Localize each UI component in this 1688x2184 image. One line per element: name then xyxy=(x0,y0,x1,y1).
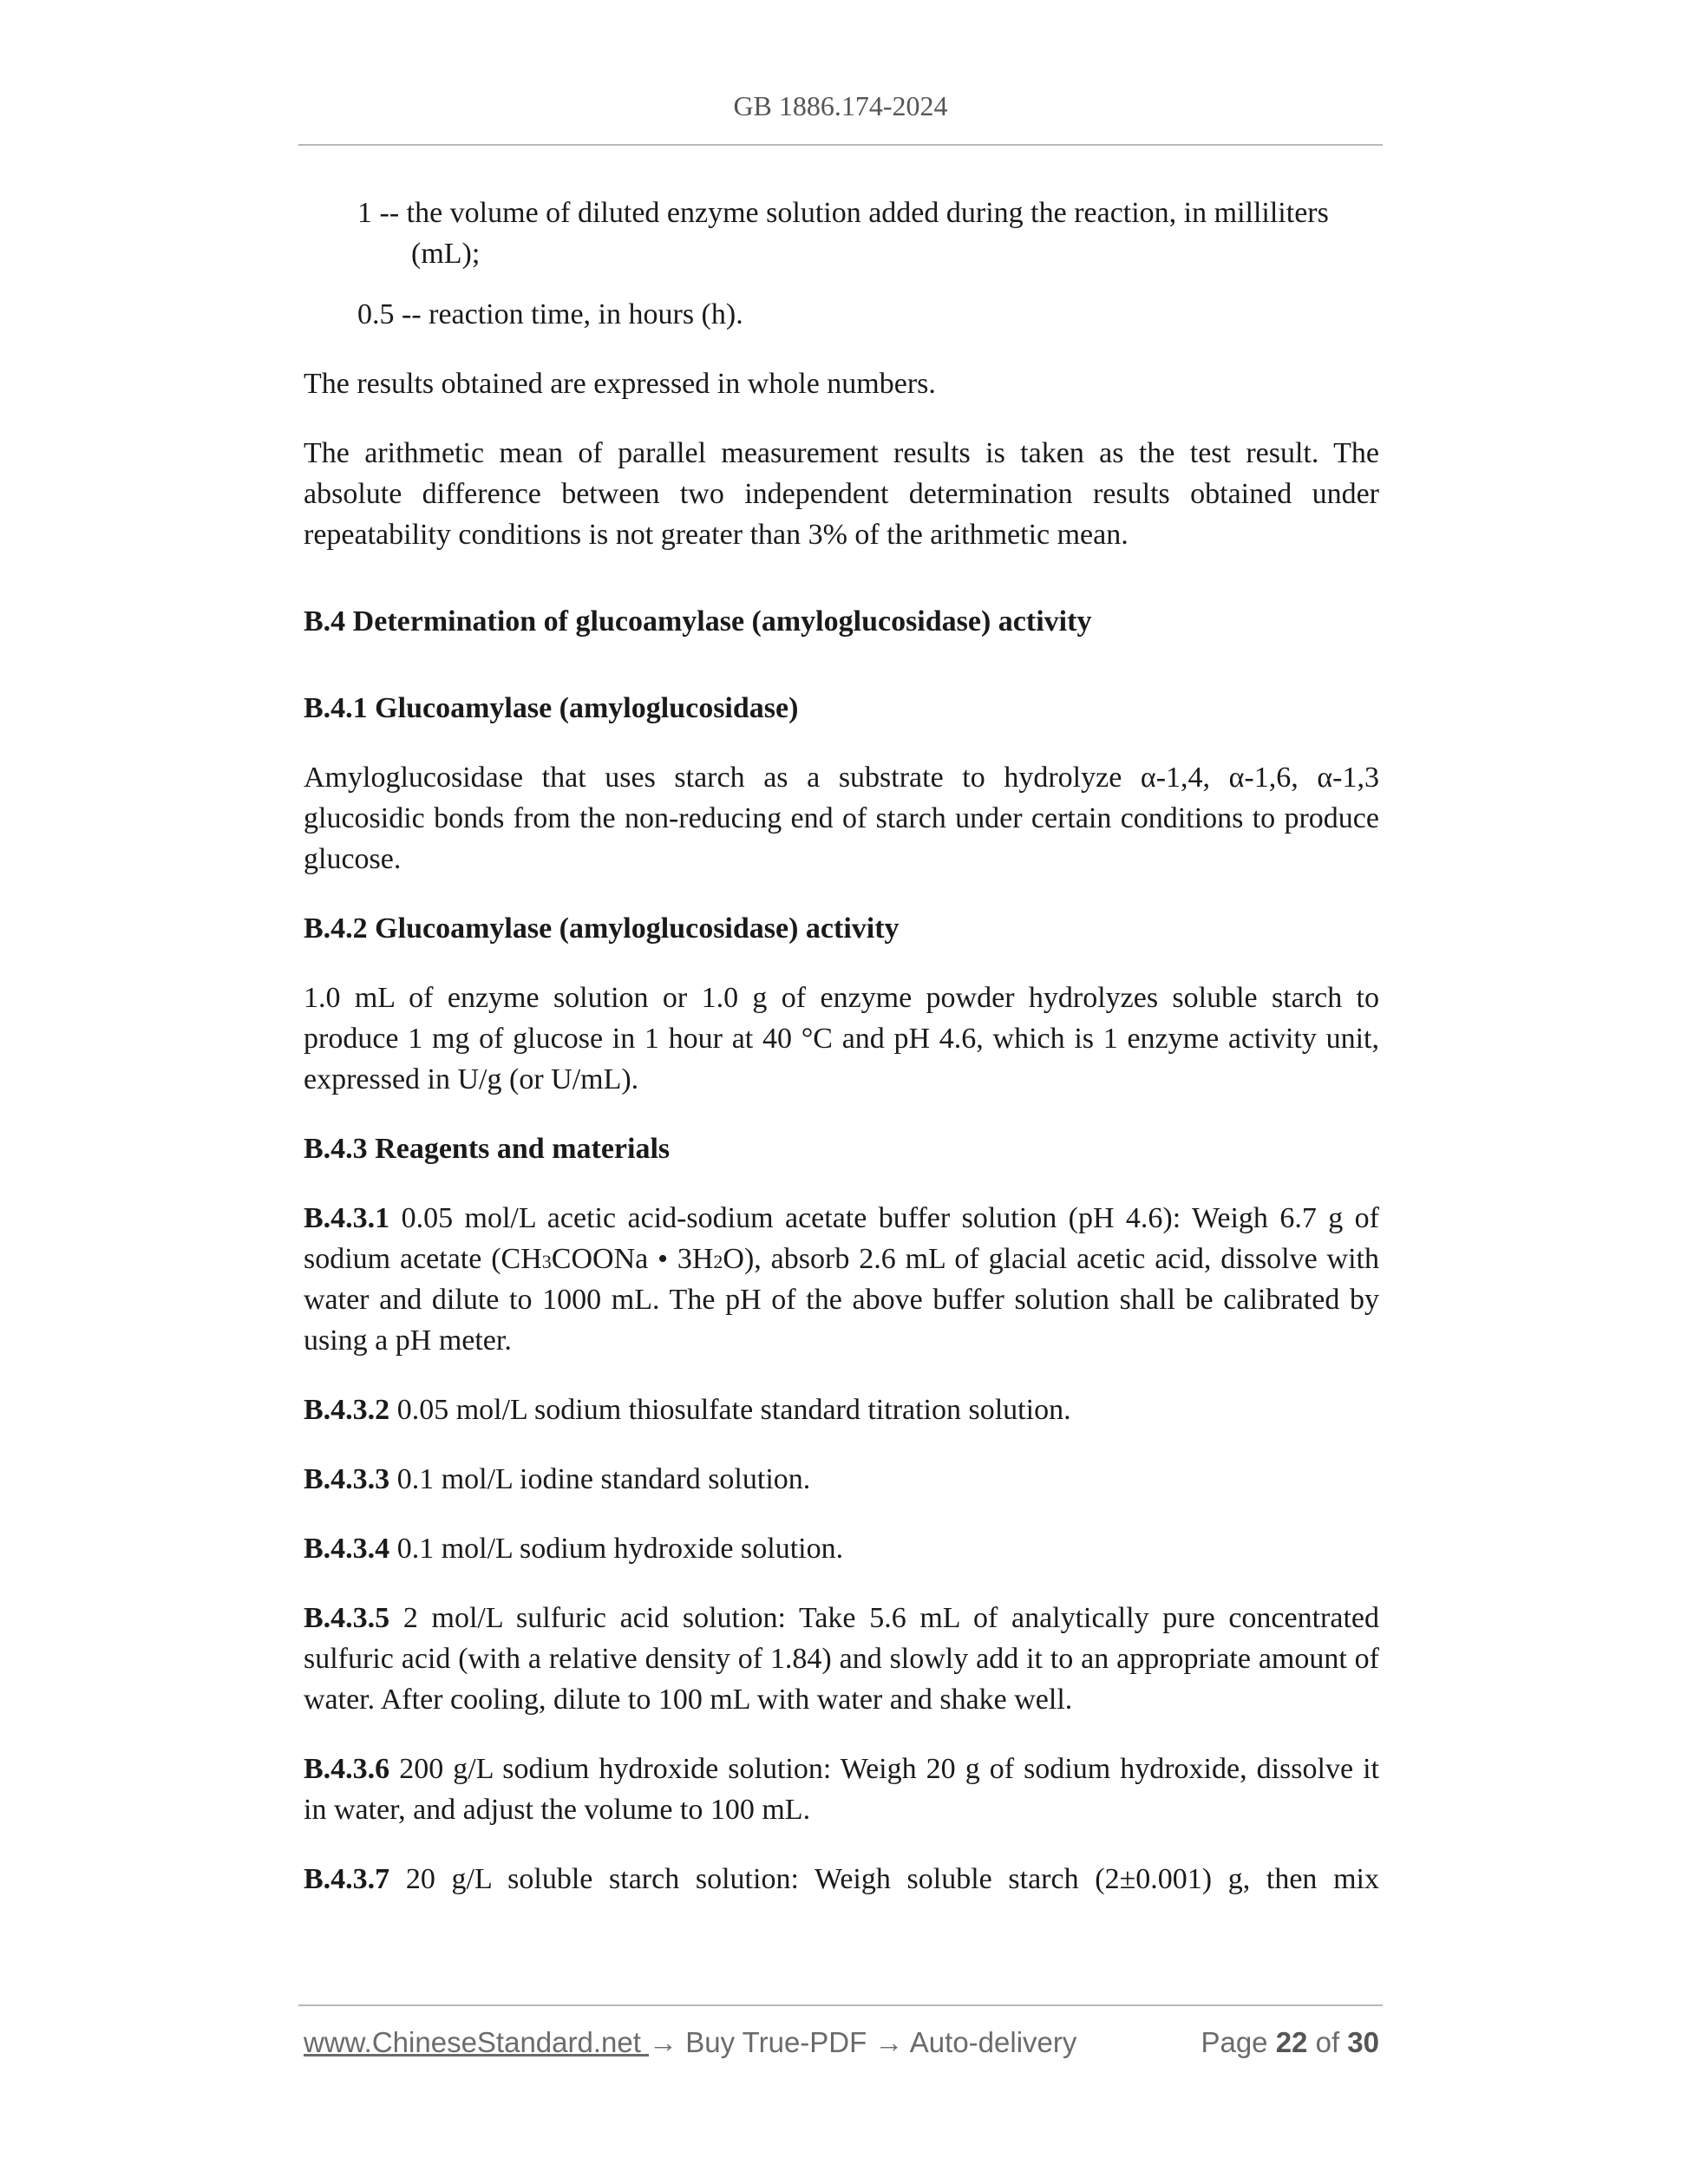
item-text: 20 g/L soluble starch solution: Weigh soluble starch (2±0.001) g, then mix xyxy=(389,1863,1379,1895)
item-text: 0.1 mol/L sodium hydroxide solution. xyxy=(389,1533,844,1565)
reagent-item xyxy=(304,1459,1379,1500)
variable-definition: 0.5 -- reaction time, in hours (h). xyxy=(357,298,743,330)
item-text: 0.05 mol/L sodium thiosulfate standard titration solution. xyxy=(389,1394,1071,1426)
buy-pdf-text: → Buy True-PDF → Auto-delivery xyxy=(649,2026,1077,2058)
page-of: of xyxy=(1307,2026,1348,2058)
page-label: Page xyxy=(1201,2026,1276,2058)
header-divider xyxy=(298,144,1383,146)
item-number: B.4.3.1 xyxy=(304,1202,390,1234)
page-current: 22 xyxy=(1275,2026,1308,2058)
subscript: 3 xyxy=(541,1251,552,1272)
section-heading-b41: B.4.1 Glucoamylase (amyloglucosidase) xyxy=(304,692,799,724)
item-number: B.4.3.3 xyxy=(304,1463,390,1495)
reagent-item xyxy=(304,1598,1379,1720)
website-link[interactable]: www.ChineseStandard.net xyxy=(304,2026,650,2058)
page-footer xyxy=(304,2026,1379,2059)
reagent-item xyxy=(304,1198,1379,1361)
paragraph: Amyloglucosidase that uses starch as a substrate to hydrolyze α-1,4, α-1,6, α-1,3 glucosidic bonds from the non-reducing end of starch under certain conditions to produce glucose. xyxy=(304,762,1379,875)
section-heading-b4: B.4 Determination of glucoamylase (amyloglucosidase) activity xyxy=(304,605,1092,638)
paragraph: 1.0 mL of enzyme solution or 1.0 g of enzyme powder hydrolyzes soluble starch to produce 1 mg of glucose in 1 hour at 40 °C and pH 4.6, which is 1 enzyme activity unit, expressed in U/g (or U/mL). xyxy=(304,982,1379,1095)
item-text: COONa • 3H xyxy=(551,1243,714,1275)
reagent-item xyxy=(304,1528,1379,1569)
reagent-item xyxy=(304,1390,1379,1430)
item-number: B.4.3.7 xyxy=(304,1863,390,1895)
item-number: B.4.3.4 xyxy=(304,1533,390,1565)
document-body xyxy=(304,193,1379,1900)
item-text: 2 mol/L sulfuric acid solution: Take 5.6 mL of analytically pure concentrated sulfuric acid (with a relative density of 1.84) and slowly add it to an appropriate amount of water. After cooling, dilute to 100 mL with water and shake well. xyxy=(304,1602,1379,1716)
page-header-title: GB 1886.174-2024 xyxy=(733,90,948,121)
reagent-item xyxy=(304,1749,1379,1830)
section-heading-b43: B.4.3 Reagents and materials xyxy=(304,1133,671,1165)
item-text: O), absorb 2.6 mL of glacial acetic acid, dissolve with water and dilute to 1000 mL. The pH of the above buffer solution shall be calibrated by using a pH meter. xyxy=(304,1243,1379,1357)
item-number: B.4.3.2 xyxy=(304,1394,390,1426)
footer-divider xyxy=(298,2004,1383,2006)
reagent-item xyxy=(304,1859,1379,1900)
paragraph: The results obtained are expressed in whole numbers. xyxy=(304,368,936,400)
paragraph: The arithmetic mean of parallel measurement results is taken as the test result. The absolute difference between two independent determination results obtained under repeatability conditions is not greater than 3% of the arithmetic mean. xyxy=(304,437,1379,551)
item-number: B.4.3.5 xyxy=(304,1602,390,1634)
item-text: 0.05 mol/L acetic acid-sodium acetate buffer solution (pH 4.6): Weigh 6.7 g of sodium acetate (CH xyxy=(304,1202,1379,1275)
item-text: 0.1 mol/L iodine standard solution. xyxy=(389,1463,811,1495)
page-indicator xyxy=(1201,2026,1379,2059)
footer-promo xyxy=(304,2026,1076,2059)
item-text: 200 g/L sodium hydroxide solution: Weigh 20 g of sodium hydroxide, dissolve it in water, and adjust the volume to 100 mL. xyxy=(304,1753,1379,1826)
item-number: B.4.3.6 xyxy=(304,1753,390,1785)
section-heading-b42: B.4.2 Glucoamylase (amyloglucosidase) activity xyxy=(304,912,900,945)
subscript: 2 xyxy=(713,1251,723,1272)
page-total: 30 xyxy=(1347,2026,1379,2058)
variable-definition: 1 -- the volume of diluted enzyme solution added during the reaction, in milliliters (mL); xyxy=(357,197,1329,270)
